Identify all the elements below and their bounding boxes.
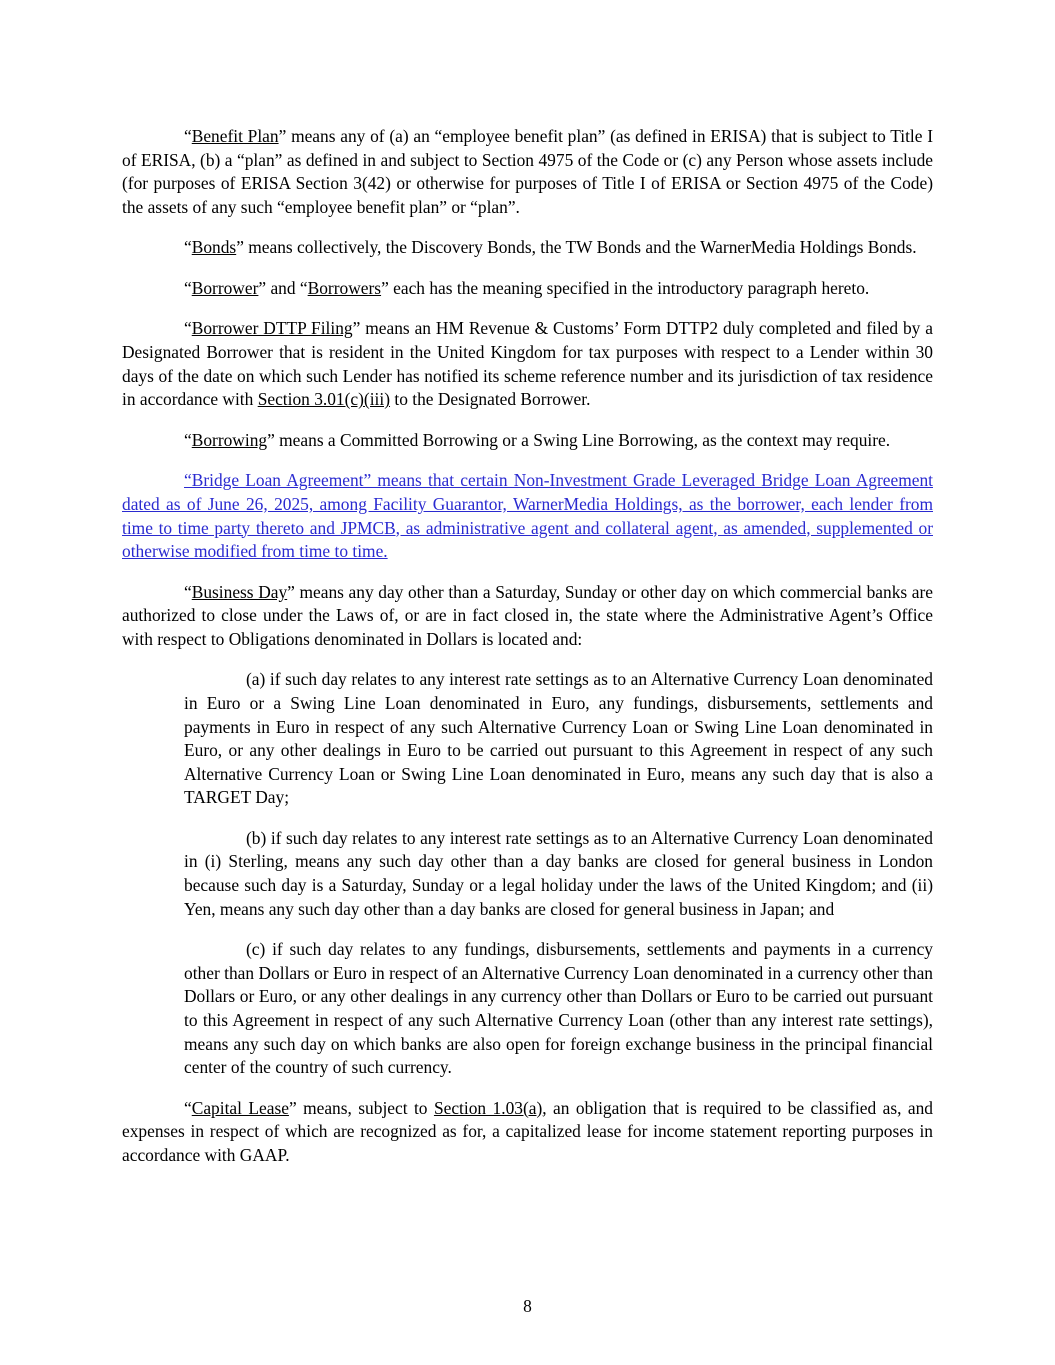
definition-business-day — [122, 581, 933, 652]
quote-open: “ — [184, 318, 192, 339]
page-number: 8 — [523, 1296, 532, 1316]
definition-bonds — [122, 236, 933, 260]
quote-open: “ — [184, 277, 192, 298]
definition-borrowing — [122, 429, 933, 453]
definition-benefit-plan — [122, 125, 933, 219]
quote-open: “ — [184, 126, 192, 146]
defined-term: Borrowing — [191, 429, 268, 450]
definition-body: ” means collectively, the Discovery Bonds, the TW Bonds and the WarnerMedia Holdings Bonds. — [236, 237, 917, 258]
quote-open: “ — [184, 581, 192, 602]
definition-body: to the Designated Borrower. — [390, 389, 591, 410]
definition-bridge-loan-agreement — [122, 469, 933, 563]
cross-reference-link[interactable]: Section 3.01(c)(iii) — [257, 389, 391, 410]
definition-mid: ” means an HM Revenue & Customs’ Form DTTP2 duly completed and filed by a Designated Borrower that is resident in the United Kingdom for tax purposes with respect to a Lender within 30 days of the date on which such Lender has notified its scheme reference number and its jurisdiction of tax residence in accordance with — [122, 318, 933, 410]
definition-body: ” means any of (a) an “employee benefit plan” (as defined in ERISA) that is subject to Title I of ERISA, (b) a “plan” as defined in and subject to Section 4975 of the Code or (c) any Person whose assets include (for purposes of ERISA Section 3(42) or otherwise for purposes of Title I of ERISA or Section 4975 of the Code) the assets of any such “employee benefit plan” or “plan”. — [122, 126, 933, 217]
defined-term: Borrower — [191, 277, 259, 298]
quote-open: “ — [184, 237, 192, 258]
defined-term: Benefit Plan — [191, 126, 279, 146]
amended-insertion-text: “Bridge Loan Agreement” means that certain Non-Investment Grade Leveraged Bridge Loan Agreement dated as of June 26, 2025, among Facility Guarantor, WarnerMedia Holdings, as the borrower, each lender from time to time party thereto and JPMCB, as administrative agent and collateral agent, as amended, supplemented or otherwise modified from time to time. — [122, 470, 933, 562]
subclause-b: (b) if such day relates to any interest rate settings as to an Alternative Currency Loan denominated in (i) Sterling, means any such day other than a day banks are closed for general business in London because such day is a Saturday, Sunday or a legal holiday under the laws of the United Kingdom; and (ii) Yen, means any such day other than a day banks are closed for general business in Japan; and — [184, 827, 933, 919]
subclause-a: (a) if such day relates to any interest rate settings as to an Alternative Currency Loan denominated in Euro or a Swing Line Loan denominated in Euro, any fundings, disbursements, settlements and payments in Euro in respect of any such Alternative Currency Loan or Swing Line Loan denominated in Euro, or any other dealings in Euro to be carried out pursuant to this Agreement in respect of any such Alternative Currency Loan or Swing Line Loan denominated in Euro, means any such day that is also a TARGET Day; — [184, 669, 933, 808]
definition-borrower — [122, 277, 933, 301]
definition-body: ” means a Committed Borrowing or a Swing Line Borrowing, as the context may require. — [267, 429, 891, 450]
defined-term: Business Day — [191, 581, 288, 602]
cross-reference-link[interactable]: Section 1.03(a) — [433, 1097, 543, 1118]
definition-borrower-dttp-filing — [122, 317, 933, 411]
subclause-c: (c) if such day relates to any fundings, disbursements, settlements and payments in a currency other than Dollars or Euro in respect of an Alternative Currency Loan denominated in a currency other than Dollars or Euro, or any other dealings in any currency other than Dollars or Euro to be carried out pursuant to this Agreement in respect of any such Alternative Currency Loan (other than any interest rate settings), means any such day on which banks are also open for foreign exchange business in the principal financial center of the country of such currency. — [184, 939, 933, 1078]
definition-mid: ” means, subject to — [288, 1097, 434, 1118]
defined-term: Bonds — [191, 237, 237, 258]
definition-body: ” each has the meaning specified in the introductory paragraph hereto. — [381, 277, 870, 298]
definition-body: , an obligation that is required to be classified as, and expenses in respect of which are recognized as for, a capitalized lease for income statement reporting purposes in accordance with GAAP. — [122, 1097, 933, 1165]
definition-capital-lease — [122, 1097, 933, 1168]
definition-mid: ” and “ — [258, 277, 308, 298]
quote-open: “ — [184, 1097, 192, 1118]
defined-term: Borrower DTTP Filing — [191, 318, 353, 339]
defined-term: Capital Lease — [191, 1097, 289, 1118]
definition-body: ” means any day other than a Saturday, Sunday or other day on which commercial banks are authorized to close under the Laws of, or are in fact closed in, the state where the Administrative Agent’s Office with respect to Obligations denominated in Dollars is located and: — [122, 581, 933, 649]
quote-open: “ — [184, 429, 192, 450]
defined-term-plural: Borrowers — [307, 277, 382, 298]
